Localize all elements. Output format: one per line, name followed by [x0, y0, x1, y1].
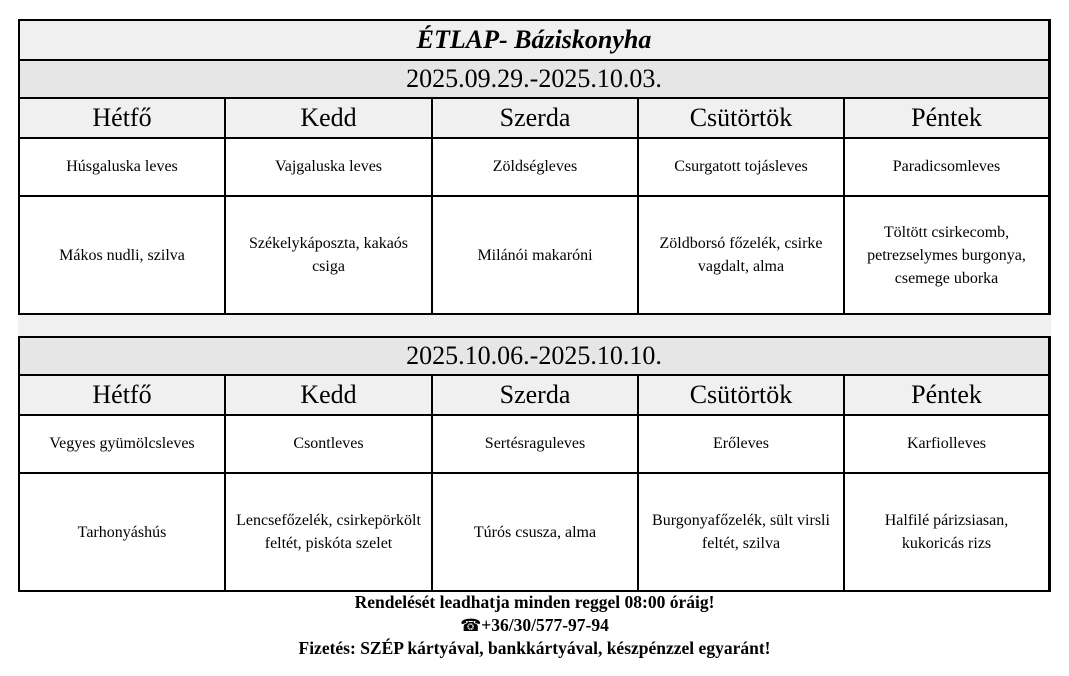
main-dish-cell: Túrós csusza, alma: [433, 474, 639, 590]
phone-line: [0, 614, 1069, 637]
soup-cell: Zöldségleves: [433, 139, 639, 195]
week-1-date-range: 2025.09.29.-2025.10.03.: [406, 64, 662, 93]
main-dish-cell: Lencsefőzelék, csirkepörkölt feltét, piskóta szelet: [226, 474, 433, 590]
menu-document: [18, 19, 1051, 592]
day-header: Szerda: [433, 99, 639, 137]
week-2-table: [18, 336, 1051, 592]
soup-cell: Karfiolleves: [906, 435, 987, 452]
week-2-main-row: [20, 474, 1048, 590]
telephone-icon: ☎: [460, 616, 482, 635]
day-header: Csütörtök: [639, 99, 845, 137]
footer: [0, 591, 1069, 660]
week-1-table: [18, 19, 1051, 315]
day-header: Hétfő: [20, 376, 226, 414]
day-header: Hétfő: [20, 99, 226, 137]
phone-number: +36/30/577-97-94: [481, 615, 609, 635]
soup-cell: Erőleves: [639, 416, 845, 472]
payment-note: Fizetés: SZÉP kártyával, bankkártyával, készpénzzel egyaránt!: [298, 638, 771, 658]
day-header: Kedd: [226, 99, 433, 137]
soup-cell: Sertésraguleves: [433, 416, 639, 472]
day-header: Péntek: [911, 103, 982, 132]
day-header: Csütörtök: [639, 376, 845, 414]
main-dish-cell: Székelykáposzta, kakaós csiga: [226, 197, 433, 313]
week-2-day-header-row: [20, 376, 1048, 416]
main-dish-cell: Zöldborsó főzelék, csirke vagdalt, alma: [639, 197, 845, 313]
week-1-day-header-row: [20, 99, 1048, 139]
soup-cell: Húsgaluska leves: [20, 139, 226, 195]
day-header: Szerda: [433, 376, 639, 414]
day-header: Péntek: [911, 380, 982, 409]
main-dish-cell: Burgonyafőzelék, sült virsli feltét, szilva: [639, 474, 845, 590]
soup-cell: Vajgaluska leves: [226, 139, 433, 195]
menu-title: ÉTLAP- Báziskonyha: [416, 25, 652, 54]
soup-cell: Vegyes gyümölcsleves: [20, 416, 226, 472]
order-note: Rendelését leadhatja minden reggel 08:00 óráig!: [354, 592, 715, 612]
soup-cell: Csontleves: [226, 416, 433, 472]
main-dish-cell: Tarhonyáshús: [20, 474, 226, 590]
week-1-date-row: [20, 61, 1048, 99]
week-2-soup-row: [20, 416, 1048, 474]
week-2-date-range: 2025.10.06.-2025.10.10.: [406, 341, 662, 370]
main-dish-cell: Mákos nudli, szilva: [20, 197, 226, 313]
week-1-main-row: [20, 197, 1048, 313]
table-separator: [18, 315, 1051, 336]
soup-cell: Csurgatott tojásleves: [639, 139, 845, 195]
main-dish-cell: Milánói makaróni: [433, 197, 639, 313]
main-dish-cell: Töltött csirkecomb, petrezselymes burgonya, csemege uborka: [867, 223, 1026, 287]
day-header: Kedd: [226, 376, 433, 414]
title-row: [20, 21, 1048, 61]
week-1-soup-row: [20, 139, 1048, 197]
week-2-date-row: [20, 338, 1048, 376]
main-dish-cell: Halfilé párizsiasan, kukoricás rizs: [884, 512, 1009, 552]
soup-cell: Paradicsomleves: [892, 158, 1001, 175]
